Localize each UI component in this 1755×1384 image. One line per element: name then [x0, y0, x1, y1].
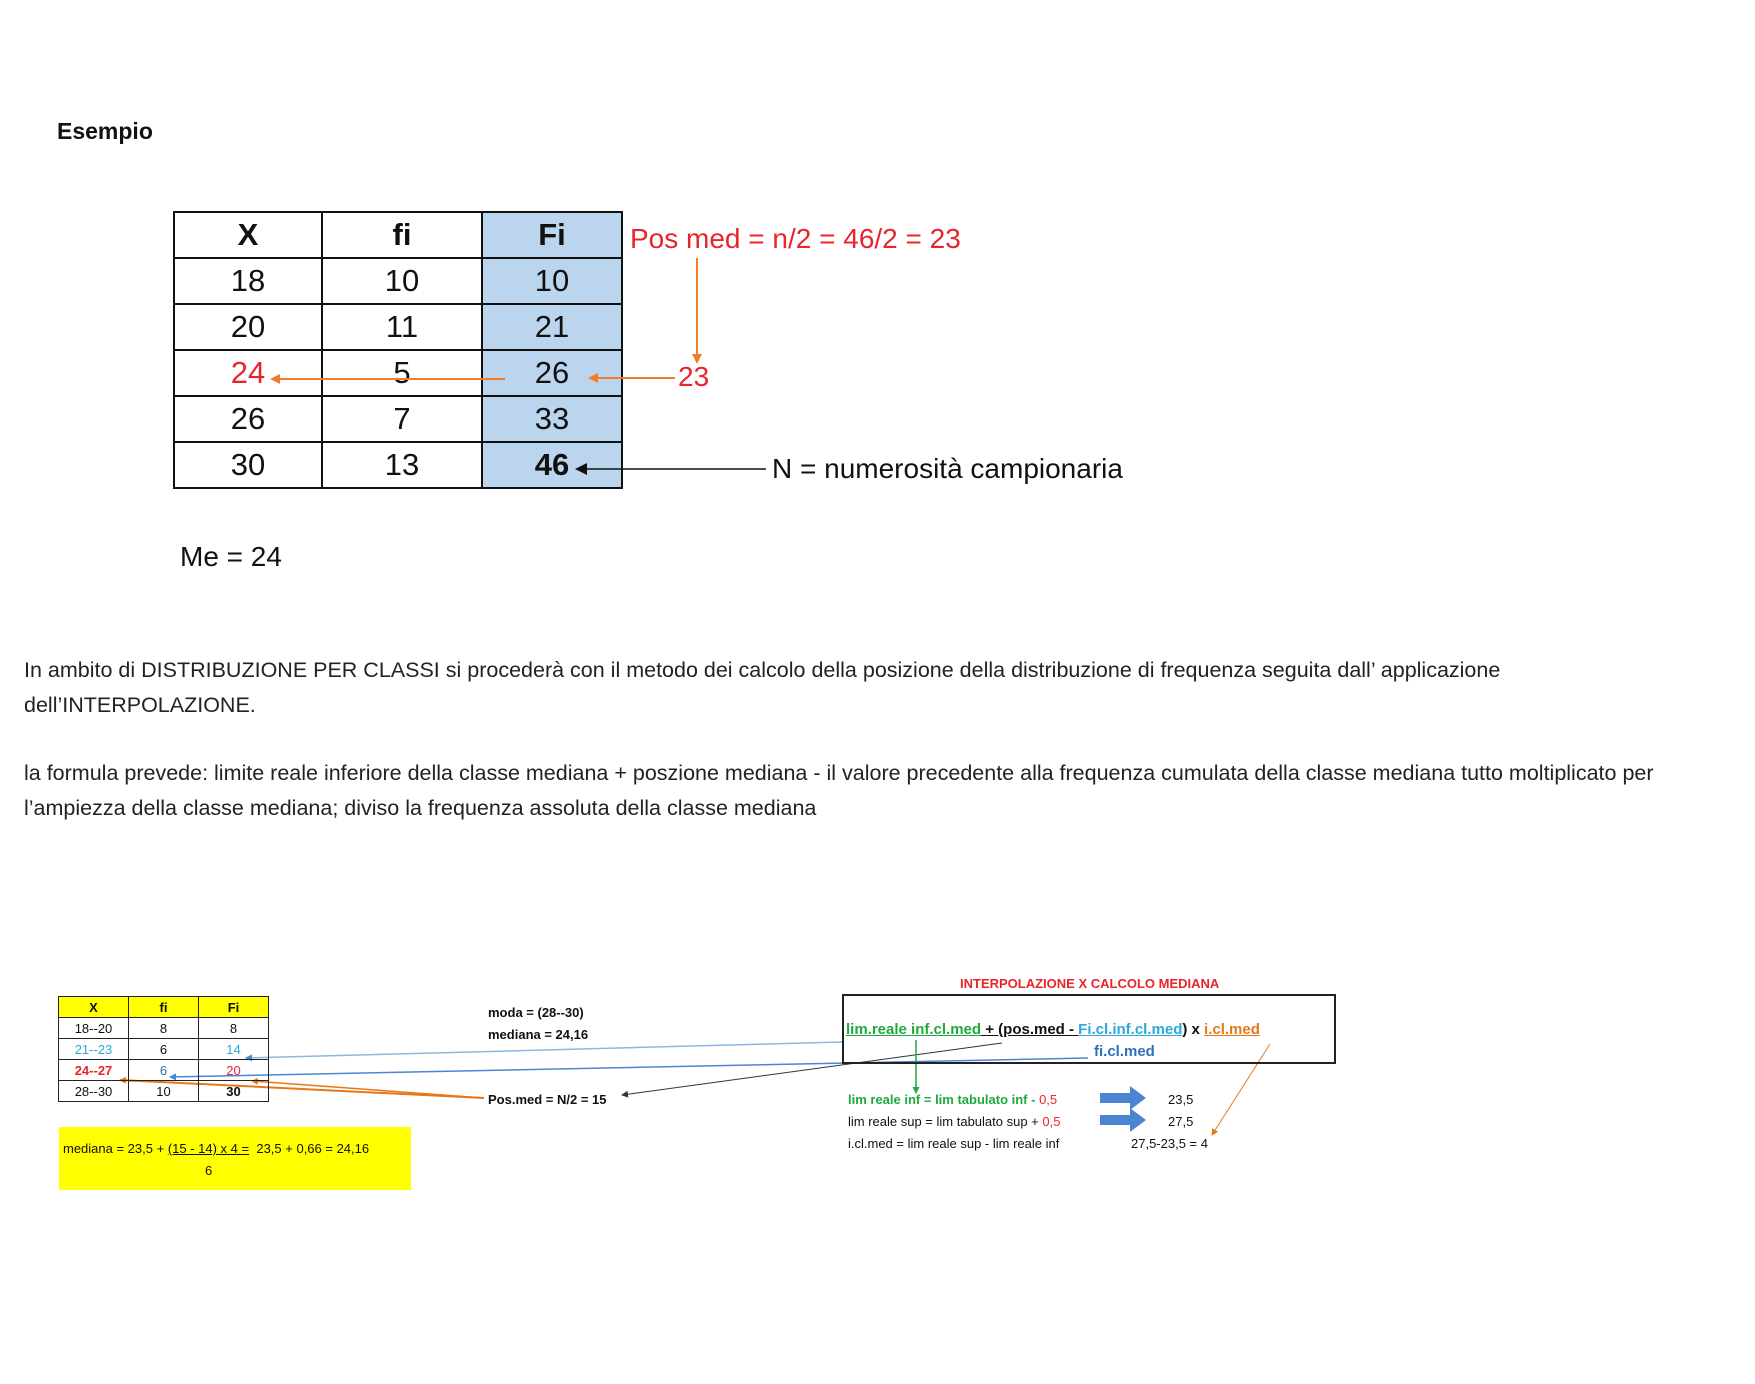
- cell-class-median: 24--27: [59, 1060, 129, 1081]
- cell-fi: 10: [322, 258, 482, 304]
- cell-x: 20: [174, 304, 322, 350]
- formula-denominator: fi.cl.med: [1094, 1043, 1155, 1060]
- cell-cumulative: 10: [482, 258, 622, 304]
- calc-numerator: (15 - 14) x 4 =: [167, 1141, 250, 1156]
- formula-times: ) x: [1182, 1021, 1205, 1038]
- table-row: [59, 1039, 269, 1060]
- cell-fi: 13: [322, 442, 482, 488]
- mediana-label: mediana = 24,16: [488, 1027, 589, 1042]
- formula-lim-reale: lim.reale inf.cl.med: [846, 1021, 982, 1038]
- cell-cumulative: 21: [482, 304, 622, 350]
- lim-sup-half: 0,5: [1042, 1114, 1061, 1129]
- cell-class: 21--23: [59, 1039, 129, 1060]
- pos-med-formula: Pos med = n/2 = 46/2 = 23: [630, 223, 961, 254]
- cell-class: 18--20: [59, 1018, 129, 1039]
- block-arrow-1: [1100, 1086, 1146, 1110]
- sample-size-label: N = numerosità campionaria: [772, 453, 1123, 484]
- lim-inf-text: lim reale inf = lim tabulato inf -: [848, 1092, 1040, 1107]
- paragraph-formula: la formula prevede: limite reale inferiore della classe mediana + poszione mediana - il valore precedente alla frequenza cumulata della classe mediana tutto moltiplicato per l’ampiezza della classe mediana; diviso la frequenza assoluta della classe mediana: [24, 761, 1654, 820]
- lim-sup-text: lim reale sup = lim tabulato sup +: [848, 1114, 1043, 1129]
- formula-icl: i.cl.med: [1204, 1021, 1260, 1038]
- cell-cumulative-total: 46: [482, 442, 622, 488]
- lim-inf-half: 0,5: [1039, 1092, 1058, 1107]
- section-heading: Esempio: [57, 118, 153, 144]
- pos-med-value: 23: [678, 361, 710, 392]
- cell-fi: 10: [129, 1081, 199, 1102]
- table-row: [59, 1018, 269, 1039]
- cell-cumulative: 14: [199, 1039, 269, 1060]
- interpolation-title: INTERPOLAZIONE X CALCOLO MEDIANA: [960, 976, 1220, 991]
- cell-fi: 5: [322, 350, 482, 396]
- cell-cumulative: 30: [199, 1081, 269, 1102]
- icl-line: i.cl.med = lim reale sup - lim reale inf: [848, 1136, 1060, 1151]
- cell-fi: 11: [322, 304, 482, 350]
- class-distribution-table: [58, 996, 269, 1102]
- table-header-row: [59, 997, 269, 1018]
- lim-sup-value: 27,5: [1168, 1114, 1194, 1129]
- cell-x: 18: [174, 258, 322, 304]
- formula-fi-inf: Fi.cl.inf.cl.med: [1078, 1021, 1183, 1038]
- lim-inf-value: 23,5: [1168, 1092, 1194, 1107]
- header-x: X: [59, 997, 129, 1018]
- cell-fi: 6: [129, 1039, 199, 1060]
- cell-x: 30: [174, 442, 322, 488]
- block-arrow-2: [1100, 1108, 1146, 1132]
- header-fi: fi: [322, 212, 482, 258]
- calc-denominator: 6: [205, 1163, 213, 1178]
- cell-class: 28--30: [59, 1081, 129, 1102]
- cell-fi: 6: [129, 1060, 199, 1081]
- cell-fi: 7: [322, 396, 482, 442]
- cell-cumulative: 20: [199, 1060, 269, 1081]
- header-cumulative-fi: Fi: [482, 212, 622, 258]
- interpolation-formula-box: [842, 994, 1336, 1064]
- header-fi: fi: [129, 997, 199, 1018]
- cell-x-median: 24: [174, 350, 322, 396]
- cell-cumulative: 8: [199, 1018, 269, 1039]
- cell-x: 26: [174, 396, 322, 442]
- table-row: [59, 1081, 269, 1102]
- lim-sup-line: [848, 1114, 1060, 1129]
- cell-cumulative: 33: [482, 396, 622, 442]
- cell-cumulative: 26: [482, 350, 622, 396]
- lim-inf-line: [848, 1092, 1057, 1107]
- paragraph-classes: In ambito di DISTRIBUZIONE PER CLASSI si procederà con il metodo dei calcolo della posizione della distribuzione di frequenza seguita dall’ applicazione dell’INTERPOLAZIONE.: [24, 658, 1501, 717]
- icl-value: 27,5-23,5 = 4: [1131, 1136, 1208, 1151]
- header-cumulative-fi: Fi: [199, 997, 269, 1018]
- header-x: X: [174, 212, 322, 258]
- calc-result: 23,5 + 0,66 = 24,16: [256, 1141, 370, 1156]
- table-row: [59, 1060, 269, 1081]
- arrow-posmed-fi: [252, 1081, 484, 1098]
- posmed-label: Pos.med = N/2 = 15: [488, 1092, 607, 1107]
- arrow-fi-cum: [246, 1042, 842, 1058]
- cell-fi: 8: [129, 1018, 199, 1039]
- median-calculation-box: [59, 1127, 411, 1190]
- moda-label: moda = (28--30): [488, 1005, 584, 1020]
- median-result: Me = 24: [180, 541, 282, 572]
- formula-posmed: + (pos.med -: [981, 1021, 1079, 1038]
- calc-prefix: mediana = 23,5 +: [63, 1141, 168, 1156]
